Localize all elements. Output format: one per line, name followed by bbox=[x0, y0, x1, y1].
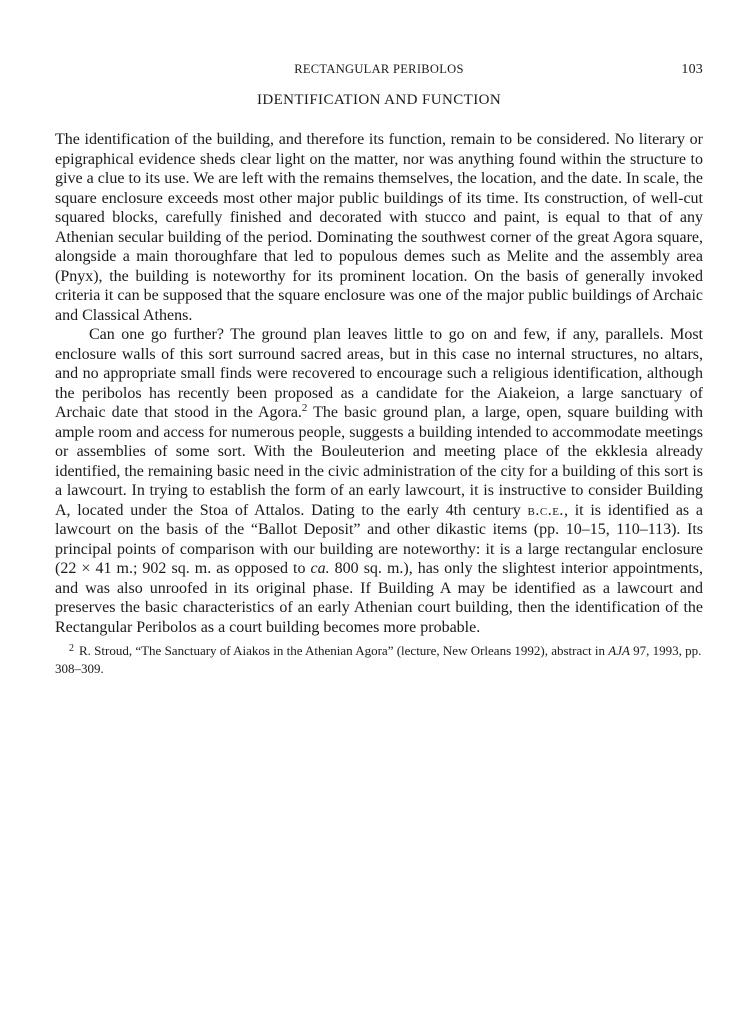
running-head bbox=[55, 62, 703, 80]
section-heading: IDENTIFICATION AND FUNCTION bbox=[256, 92, 502, 108]
paragraph-2-part-4: 800 sq. m.), has only the slightest interior appointments, and was also unroofed in its original phase. If Building A may be identified as a lawcourt and preserves the basic characteristics of an early Athenian court building, then the identification of the Rectangular Peribolos as a court building becomes more probable. bbox=[55, 560, 703, 636]
paragraph-2-part-1: Can one go further? The ground plan leaves little to go on and few, if any, parallels. Most enclosure walls of this sort surround sacred areas, but in this case no internal structures, no altars, and no appropriate small finds were recovered to encourage such a religious identification, although the peribolos has recently been proposed as a candidate for the Aiakeion, a large sanctuary of Archaic date that stood in the Agora. bbox=[55, 326, 703, 421]
footnote-reference[interactable]: 2 bbox=[301, 402, 308, 414]
paragraph-2 bbox=[55, 325, 703, 637]
footnote-text-before: R. Stroud, “The Sanctuary of Aiakos in the Athenian Agora” (lecture, New Orleans 1992), abstract in bbox=[79, 643, 609, 658]
running-title: RECTANGULAR PERIBOLOS bbox=[294, 62, 464, 76]
page-number: 103 bbox=[681, 62, 703, 77]
body-text bbox=[55, 130, 703, 637]
paragraph-2-part-2: The basic ground plan, a large, open, square building with ample room and access for numerous people, suggests a building intended to accommodate meetings or assemblies of some sort. With the Bouleuterion and meeting place of the ekklesia already identified, the remaining basic need in the civic administration of the city for a building of this sort is a lawcourt. In trying to establish the form of an early lawcourt, it is instructive to consider Building A, located under the Stoa of Attalos. Dating to the early 4th century bbox=[55, 404, 703, 519]
footnote: 2 R. Stroud, “The Sanctuary of Aiakos in the Athenian Agora” (lecture, New Orleans 1992), abstract in AJA 97, 1993, pp. 308–309. bbox=[55, 643, 702, 676]
journal-title: AJA bbox=[608, 643, 630, 658]
footnote-text-after: 97, 1993, pp. 308–309. bbox=[55, 643, 702, 676]
era-abbreviation: b.c.e. bbox=[527, 501, 564, 519]
paragraph-1: The identification of the building, and therefore its function, remain to be considered. No literary or epigraphical evidence sheds clear light on the matter, nor was anything found within the structure to give a clue to its use. We are left with the remains themselves, the location, and the date. In scale, the square enclosure exceeds most other major public buildings of its time. Its construction, of well-cut squared blocks, carefully finished and decorated with stucco and paint, is equal to that of any Athenian secular building of the period. Dominating the southwest corner of the great Agora square, alongside a main thoroughfare that led to populous demes such as Melite and the assembly area (Pnyx), the building is noteworthy for its prominent location. On the basis of generally invoked criteria it can be supposed that the square enclosure was one of the major public buildings of Archaic and Classical Athens. bbox=[55, 131, 703, 324]
paragraph-2-part-3: , it is identified as a lawcourt on the basis of the “Ballot Deposit” and other dikastic items (pp. 10–15, 110–113). Its principal points of comparison with our building are noteworthy: it is a large rectangular enclosure (22 × 41 m.; 902 sq. m. as opposed to bbox=[55, 501, 703, 577]
circa-abbreviation: ca. bbox=[310, 560, 330, 577]
